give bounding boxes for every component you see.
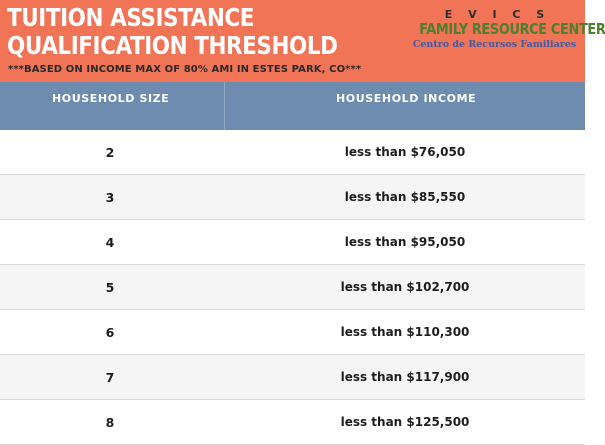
table-row bbox=[0, 265, 585, 310]
household-income-cell: less than $102,700 bbox=[340, 280, 470, 294]
household-income-cell: less than $110,300 bbox=[340, 325, 470, 339]
household-income-cell: less than $76,050 bbox=[344, 145, 466, 159]
title-line-1: TUITION ASSISTANCE bbox=[7, 3, 255, 32]
household-size-cell: 2 bbox=[105, 145, 115, 160]
table-row bbox=[0, 130, 585, 175]
header-banner bbox=[0, 0, 605, 82]
title-line-2: QUALIFICATION THRESHOLD bbox=[7, 31, 338, 60]
page-subtitle: ***BASED ON INCOME MAX OF 80% AMI IN ESTES PARK, CO*** bbox=[8, 64, 362, 75]
table-header bbox=[0, 82, 585, 130]
table-row bbox=[0, 310, 585, 355]
household-income-cell: less than $85,550 bbox=[344, 190, 466, 204]
logo-evics-text: E V I C S bbox=[444, 8, 551, 21]
table-row bbox=[0, 175, 585, 220]
column-divider bbox=[224, 82, 225, 130]
household-size-cell: 4 bbox=[105, 235, 115, 250]
household-income-cell: less than $95,050 bbox=[344, 235, 466, 249]
page-title bbox=[7, 4, 338, 60]
column-header-household-size: HOUSEHOLD SIZE bbox=[52, 92, 170, 105]
evics-logo bbox=[407, 8, 605, 58]
household-income-cell: less than $125,500 bbox=[340, 415, 470, 429]
household-size-cell: 8 bbox=[105, 415, 115, 430]
table-row bbox=[0, 400, 585, 445]
household-income-cell: less than $117,900 bbox=[340, 370, 470, 384]
table-body bbox=[0, 130, 585, 445]
logo-sub-text: Centro de Recursos Familiares bbox=[412, 39, 577, 50]
table-row bbox=[0, 355, 585, 400]
household-size-cell: 6 bbox=[105, 325, 115, 340]
column-header-household-income: HOUSEHOLD INCOME bbox=[336, 92, 477, 105]
table-row bbox=[0, 220, 585, 265]
logo-main-text: FAMILY RESOURCE CENTER bbox=[419, 20, 605, 38]
household-size-cell: 7 bbox=[105, 370, 115, 385]
household-size-cell: 3 bbox=[105, 190, 115, 205]
household-size-cell: 5 bbox=[105, 280, 115, 295]
